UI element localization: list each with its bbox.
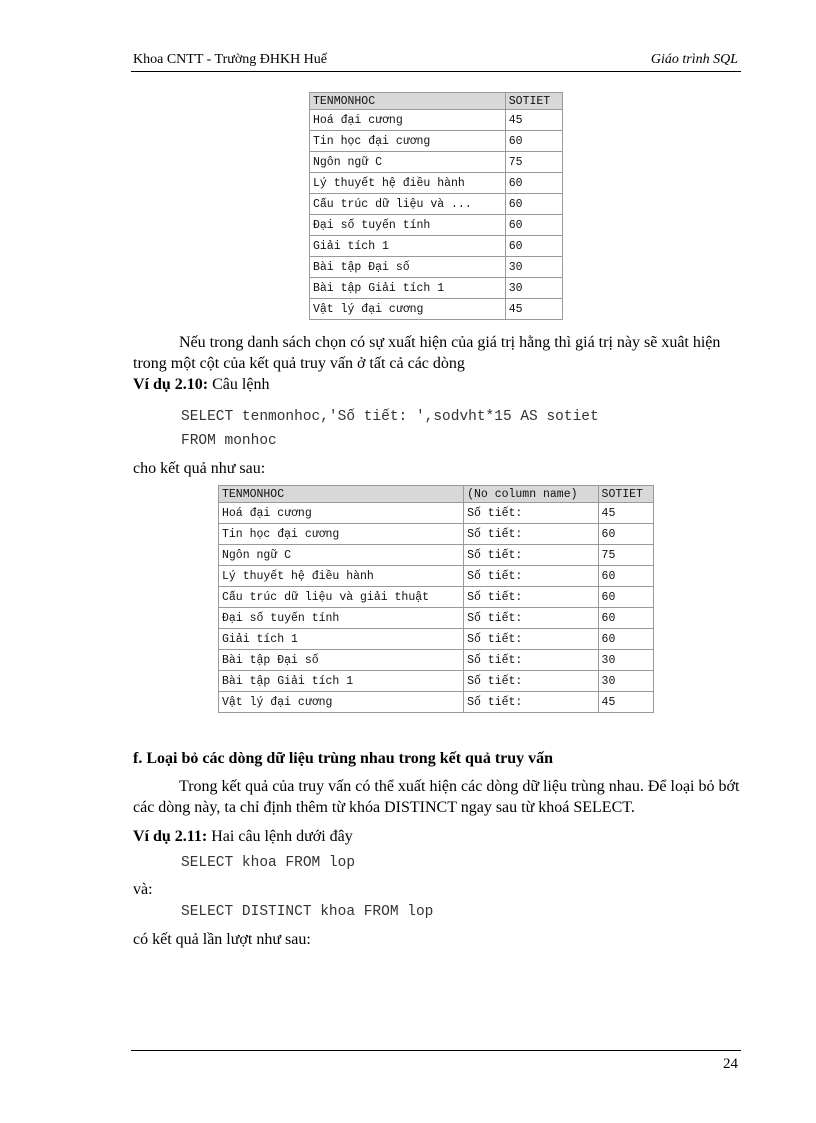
table-cell: Lý thuyết hệ điều hành <box>310 173 506 194</box>
table-cell: Lý thuyết hệ điều hành <box>219 566 464 587</box>
table-row <box>219 566 654 587</box>
table-cell: 60 <box>598 629 653 650</box>
table-header-row <box>310 93 563 110</box>
table-cell: Số tiết: <box>464 608 598 629</box>
table-cell: 60 <box>598 608 653 629</box>
result-caption-2: có kết quả lần lượt như sau: <box>133 931 311 948</box>
table-cell: 60 <box>505 131 562 152</box>
table-row <box>219 671 654 692</box>
table-cell: 75 <box>598 545 653 566</box>
code-select-khoa: SELECT khoa FROM lop <box>181 855 356 871</box>
column-header: TENMONHOC <box>310 93 506 110</box>
table-cell: Số tiết: <box>464 524 598 545</box>
table-cell: Vật lý đại cương <box>310 299 506 320</box>
table-cell: Giải tích 1 <box>310 236 506 257</box>
example-label: Ví dụ 2.11: <box>133 828 208 845</box>
footer-divider <box>131 1050 741 1051</box>
table-cell: 60 <box>598 524 653 545</box>
table-row <box>219 503 654 524</box>
table-cell: 30 <box>505 257 562 278</box>
table-cell: Số tiết: <box>464 566 598 587</box>
table-row <box>219 587 654 608</box>
table-cell: Số tiết: <box>464 503 598 524</box>
table-cell: Bài tập Đại số <box>310 257 506 278</box>
table-row <box>219 524 654 545</box>
table-cell: 60 <box>505 173 562 194</box>
table-cell: Cấu trúc dữ liệu và giải thuật <box>219 587 464 608</box>
table-row <box>310 131 563 152</box>
table-cell: Số tiết: <box>464 671 598 692</box>
table-cell: Số tiết: <box>464 629 598 650</box>
table-cell: 45 <box>598 503 653 524</box>
table-cell: Đại số tuyến tính <box>310 215 506 236</box>
header-divider <box>131 71 741 72</box>
table-cell: Số tiết: <box>464 587 598 608</box>
table-header-row <box>219 486 654 503</box>
table-cell: Vật lý đại cương <box>219 692 464 713</box>
table-row <box>219 629 654 650</box>
code-line-2: FROM monhoc <box>181 433 277 449</box>
table-row <box>310 215 563 236</box>
table-cell: 45 <box>598 692 653 713</box>
header-right: Giáo trình SQL <box>650 52 738 67</box>
table-cell: Ngôn ngữ C <box>310 152 506 173</box>
result-table-2 <box>218 485 654 713</box>
table-row <box>219 608 654 629</box>
table-row <box>310 110 563 131</box>
table-cell: Số tiết: <box>464 650 598 671</box>
table-row <box>219 650 654 671</box>
example-text: Câu lệnh <box>208 376 270 393</box>
table-cell: 30 <box>598 650 653 671</box>
column-header: TENMONHOC <box>219 486 464 503</box>
result-caption-1: cho kết quả như sau: <box>133 460 266 477</box>
header-left: Khoa CNTT - Trường ĐHKH Huế <box>133 52 328 67</box>
table-cell: Tin học đại cương <box>219 524 464 545</box>
table-cell: 60 <box>505 236 562 257</box>
table-cell: Bài tập Đại số <box>219 650 464 671</box>
column-header: SOTIET <box>598 486 653 503</box>
section-heading: f. Loại bỏ các dòng dữ liệu trùng nhau trong kết quả truy vấn <box>133 750 554 767</box>
column-header: (No column name) <box>464 486 598 503</box>
table-cell: 75 <box>505 152 562 173</box>
table-row <box>310 299 563 320</box>
table-row <box>310 173 563 194</box>
table-row <box>310 236 563 257</box>
table-row <box>219 545 654 566</box>
column-header: SOTIET <box>505 93 562 110</box>
example-2-11 <box>133 828 353 846</box>
paragraph-constant-value: Nếu trong danh sách chọn có sự xuất hiện của giá trị hằng thì giá trị này sẽ xuât hiện trong một cột của kết quả truy vấn ở tất cả các dòng <box>133 334 721 372</box>
table-cell: 45 <box>505 110 562 131</box>
table-cell: 60 <box>598 566 653 587</box>
table-cell: 60 <box>505 215 562 236</box>
page-number: 24 <box>723 1056 738 1072</box>
code-line-1: SELECT tenmonhoc,'Số tiết: ',sodvht*15 AS sotiet <box>181 409 599 425</box>
code-select-distinct: SELECT DISTINCT khoa FROM lop <box>181 904 434 920</box>
example-2-10 <box>133 376 269 394</box>
result-table-1 <box>309 92 563 320</box>
table-cell: Giải tích 1 <box>219 629 464 650</box>
table-cell: 30 <box>598 671 653 692</box>
example-label: Ví dụ 2.10: <box>133 376 209 393</box>
table-cell: 45 <box>505 299 562 320</box>
table-cell: 60 <box>598 587 653 608</box>
table-cell: Bài tập Giải tích 1 <box>219 671 464 692</box>
paragraph-distinct: Trong kết quả của truy vấn có thể xuất hiện các dòng dữ liệu trùng nhau. Để loại bỏ bớt các dòng này, ta chỉ định thêm từ khóa DISTINCT ngay sau từ khoá SELECT. <box>133 778 740 816</box>
table-cell: Tin học đại cương <box>310 131 506 152</box>
table-row <box>219 692 654 713</box>
table-cell: Đại số tuyến tính <box>219 608 464 629</box>
table-cell: Số tiết: <box>464 692 598 713</box>
table-row <box>310 152 563 173</box>
table-cell: 60 <box>505 194 562 215</box>
table-cell: Hoá đại cương <box>310 110 506 131</box>
table-cell: Số tiết: <box>464 545 598 566</box>
table-cell: 30 <box>505 278 562 299</box>
table-cell: Ngôn ngữ C <box>219 545 464 566</box>
table-cell: Bài tập Giải tích 1 <box>310 278 506 299</box>
example-text: Hai câu lệnh dưới đây <box>207 828 353 845</box>
table-row <box>310 278 563 299</box>
table-cell: Cấu trúc dữ liệu và ... <box>310 194 506 215</box>
table-row <box>310 194 563 215</box>
and-text: và: <box>133 881 153 898</box>
table-cell: Hoá đại cương <box>219 503 464 524</box>
table-row <box>310 257 563 278</box>
